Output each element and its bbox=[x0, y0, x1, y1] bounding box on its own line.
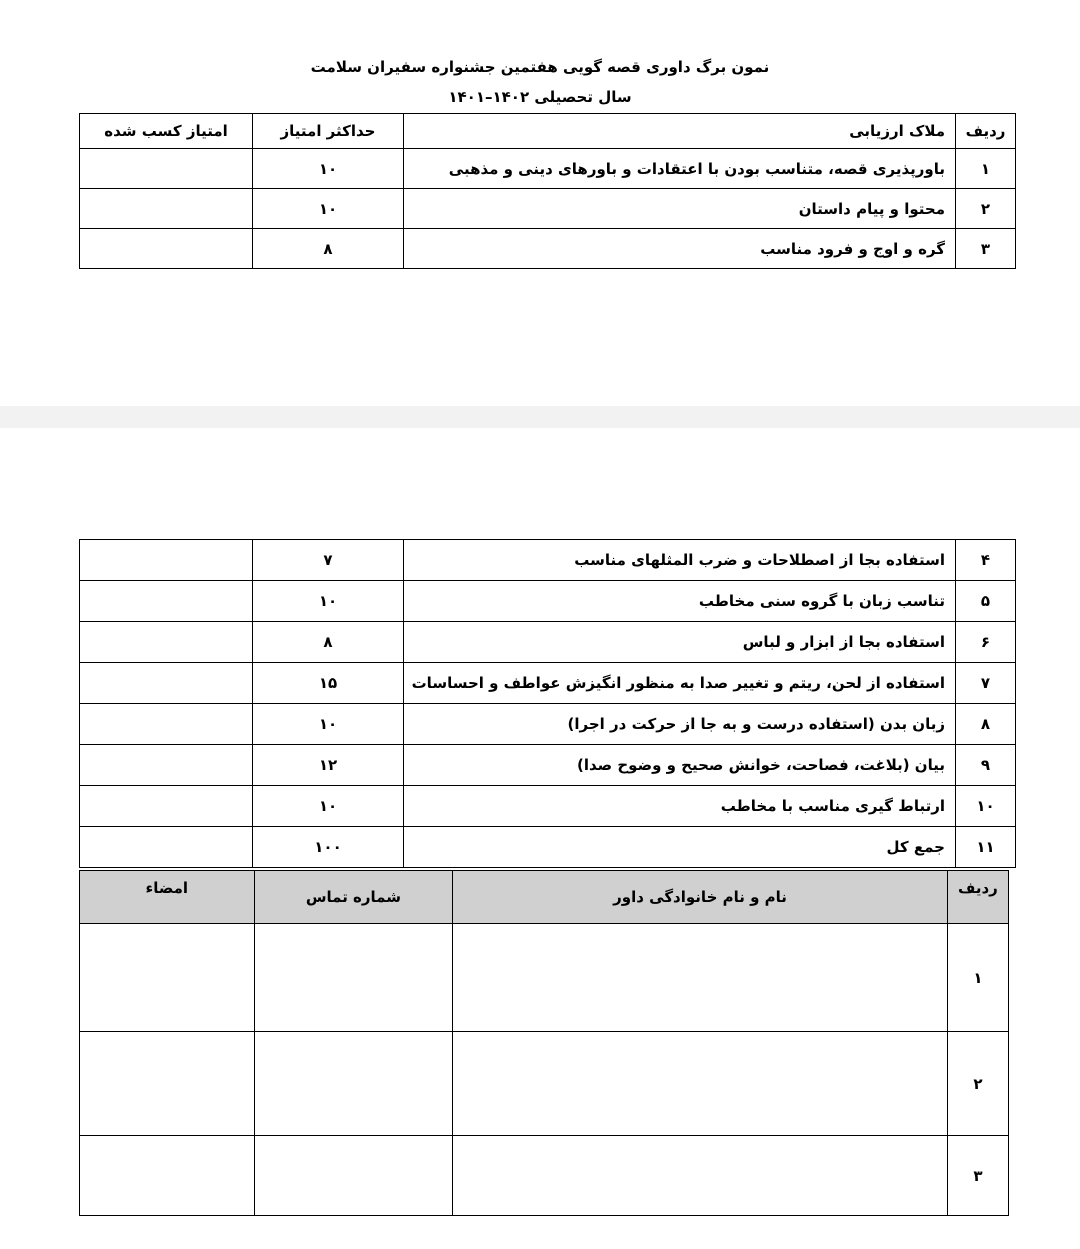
total-earned-score-cell[interactable] bbox=[80, 827, 253, 868]
header-judge-name: نام و نام خانوادگی داور bbox=[453, 871, 948, 924]
header-row-number: ردیف bbox=[956, 114, 1016, 149]
criteria-row bbox=[80, 149, 1016, 189]
criteria-row bbox=[80, 581, 1016, 622]
criteria-table-page1 bbox=[79, 113, 1016, 269]
header-earned-score: امتیاز کسب شده bbox=[80, 114, 253, 149]
signature-cell[interactable] bbox=[80, 1032, 255, 1136]
signature-cell[interactable] bbox=[80, 924, 255, 1032]
criteria-row bbox=[80, 786, 1016, 827]
criterion-text: استفاده بجا از اصطلاحات و ضرب المثلهای مناسب bbox=[404, 540, 956, 581]
max-score: ۸ bbox=[253, 622, 404, 663]
criteria-row bbox=[80, 189, 1016, 229]
total-label: جمع کل bbox=[404, 827, 956, 868]
criteria-header-row bbox=[80, 114, 1016, 149]
row-number: ۲ bbox=[947, 1032, 1008, 1136]
row-number: ۷ bbox=[956, 663, 1016, 704]
earned-score-cell[interactable] bbox=[80, 229, 253, 269]
max-score: ۱۵ bbox=[253, 663, 404, 704]
earned-score-cell[interactable] bbox=[80, 189, 253, 229]
criterion-text: بیان (بلاغت، فصاحت، خوانش صحیح و وضوح صدا) bbox=[404, 745, 956, 786]
row-number: ۳ bbox=[956, 229, 1016, 269]
criterion-text: تناسب زبان با گروه سنی مخاطب bbox=[404, 581, 956, 622]
header-row-number: ردیف bbox=[947, 871, 1008, 924]
criteria-row bbox=[80, 745, 1016, 786]
criterion-text: ارتباط گیری مناسب با مخاطب bbox=[404, 786, 956, 827]
earned-score-cell[interactable] bbox=[80, 663, 253, 704]
phone-number-cell[interactable] bbox=[254, 924, 453, 1032]
earned-score-cell[interactable] bbox=[80, 581, 253, 622]
row-number: ۱۱ bbox=[956, 827, 1016, 868]
criterion-text: استفاده بجا از ابزار و لباس bbox=[404, 622, 956, 663]
row-number: ۸ bbox=[956, 704, 1016, 745]
criterion-text: زبان بدن (استفاده درست و به جا از حرکت در اجرا) bbox=[404, 704, 956, 745]
phone-number-cell[interactable] bbox=[254, 1032, 453, 1136]
earned-score-cell[interactable] bbox=[80, 704, 253, 745]
criteria-row bbox=[80, 622, 1016, 663]
row-number: ۱۰ bbox=[956, 786, 1016, 827]
criteria-table-page2 bbox=[79, 539, 1016, 868]
phone-number-cell[interactable] bbox=[254, 1136, 453, 1216]
judge-name-cell[interactable] bbox=[453, 924, 948, 1032]
judge-name-cell[interactable] bbox=[453, 1032, 948, 1136]
row-number: ۶ bbox=[956, 622, 1016, 663]
max-score: ۱۰ bbox=[253, 704, 404, 745]
max-score: ۱۰ bbox=[253, 149, 404, 189]
criteria-row bbox=[80, 229, 1016, 269]
judges-header-row bbox=[80, 871, 1009, 924]
criteria-row bbox=[80, 663, 1016, 704]
max-score: ۱۲ bbox=[253, 745, 404, 786]
judge-row bbox=[80, 1136, 1009, 1216]
row-number: ۱ bbox=[956, 149, 1016, 189]
earned-score-cell[interactable] bbox=[80, 540, 253, 581]
earned-score-cell[interactable] bbox=[80, 622, 253, 663]
max-score: ۱۰ bbox=[253, 581, 404, 622]
page-break-band bbox=[0, 406, 1080, 428]
total-row bbox=[80, 827, 1016, 868]
row-number: ۴ bbox=[956, 540, 1016, 581]
form-title: نمون برگ داوری قصه گویی هفتمین جشنواره سفیران سلامت bbox=[310, 58, 770, 76]
max-score: ۷ bbox=[253, 540, 404, 581]
max-score: ۱۰ bbox=[253, 786, 404, 827]
header-max-score: حداکثر امتیاز bbox=[253, 114, 404, 149]
row-number: ۲ bbox=[956, 189, 1016, 229]
row-number: ۹ bbox=[956, 745, 1016, 786]
header-signature: امضاء bbox=[80, 871, 255, 924]
earned-score-cell[interactable] bbox=[80, 149, 253, 189]
max-score: ۸ bbox=[253, 229, 404, 269]
judge-name-cell[interactable] bbox=[453, 1136, 948, 1216]
header-phone-number: شماره تماس bbox=[254, 871, 453, 924]
earned-score-cell[interactable] bbox=[80, 786, 253, 827]
judge-row bbox=[80, 924, 1009, 1032]
row-number: ۱ bbox=[947, 924, 1008, 1032]
criterion-text: محتوا و پیام داستان bbox=[404, 189, 956, 229]
earned-score-cell[interactable] bbox=[80, 745, 253, 786]
header-criterion: ملاک ارزیابی bbox=[404, 114, 956, 149]
row-number: ۳ bbox=[947, 1136, 1008, 1216]
judges-table bbox=[79, 870, 1009, 1216]
criteria-row bbox=[80, 704, 1016, 745]
criterion-text: گره و اوج و فرود مناسب bbox=[404, 229, 956, 269]
criteria-row bbox=[80, 540, 1016, 581]
criterion-text: باورپذیری قصه، متناسب بودن با اعتقادات و باورهای دینی و مذهبی bbox=[404, 149, 956, 189]
signature-cell[interactable] bbox=[80, 1136, 255, 1216]
criterion-text: استفاده از لحن، ریتم و تغییر صدا به منظور انگیزش عواطف و احساسات bbox=[404, 663, 956, 704]
total-max-score: ۱۰۰ bbox=[253, 827, 404, 868]
max-score: ۱۰ bbox=[253, 189, 404, 229]
judge-row bbox=[80, 1032, 1009, 1136]
row-number: ۵ bbox=[956, 581, 1016, 622]
academic-year: سال تحصیلی ۱۴۰۲–۱۴۰۱ bbox=[448, 88, 632, 106]
